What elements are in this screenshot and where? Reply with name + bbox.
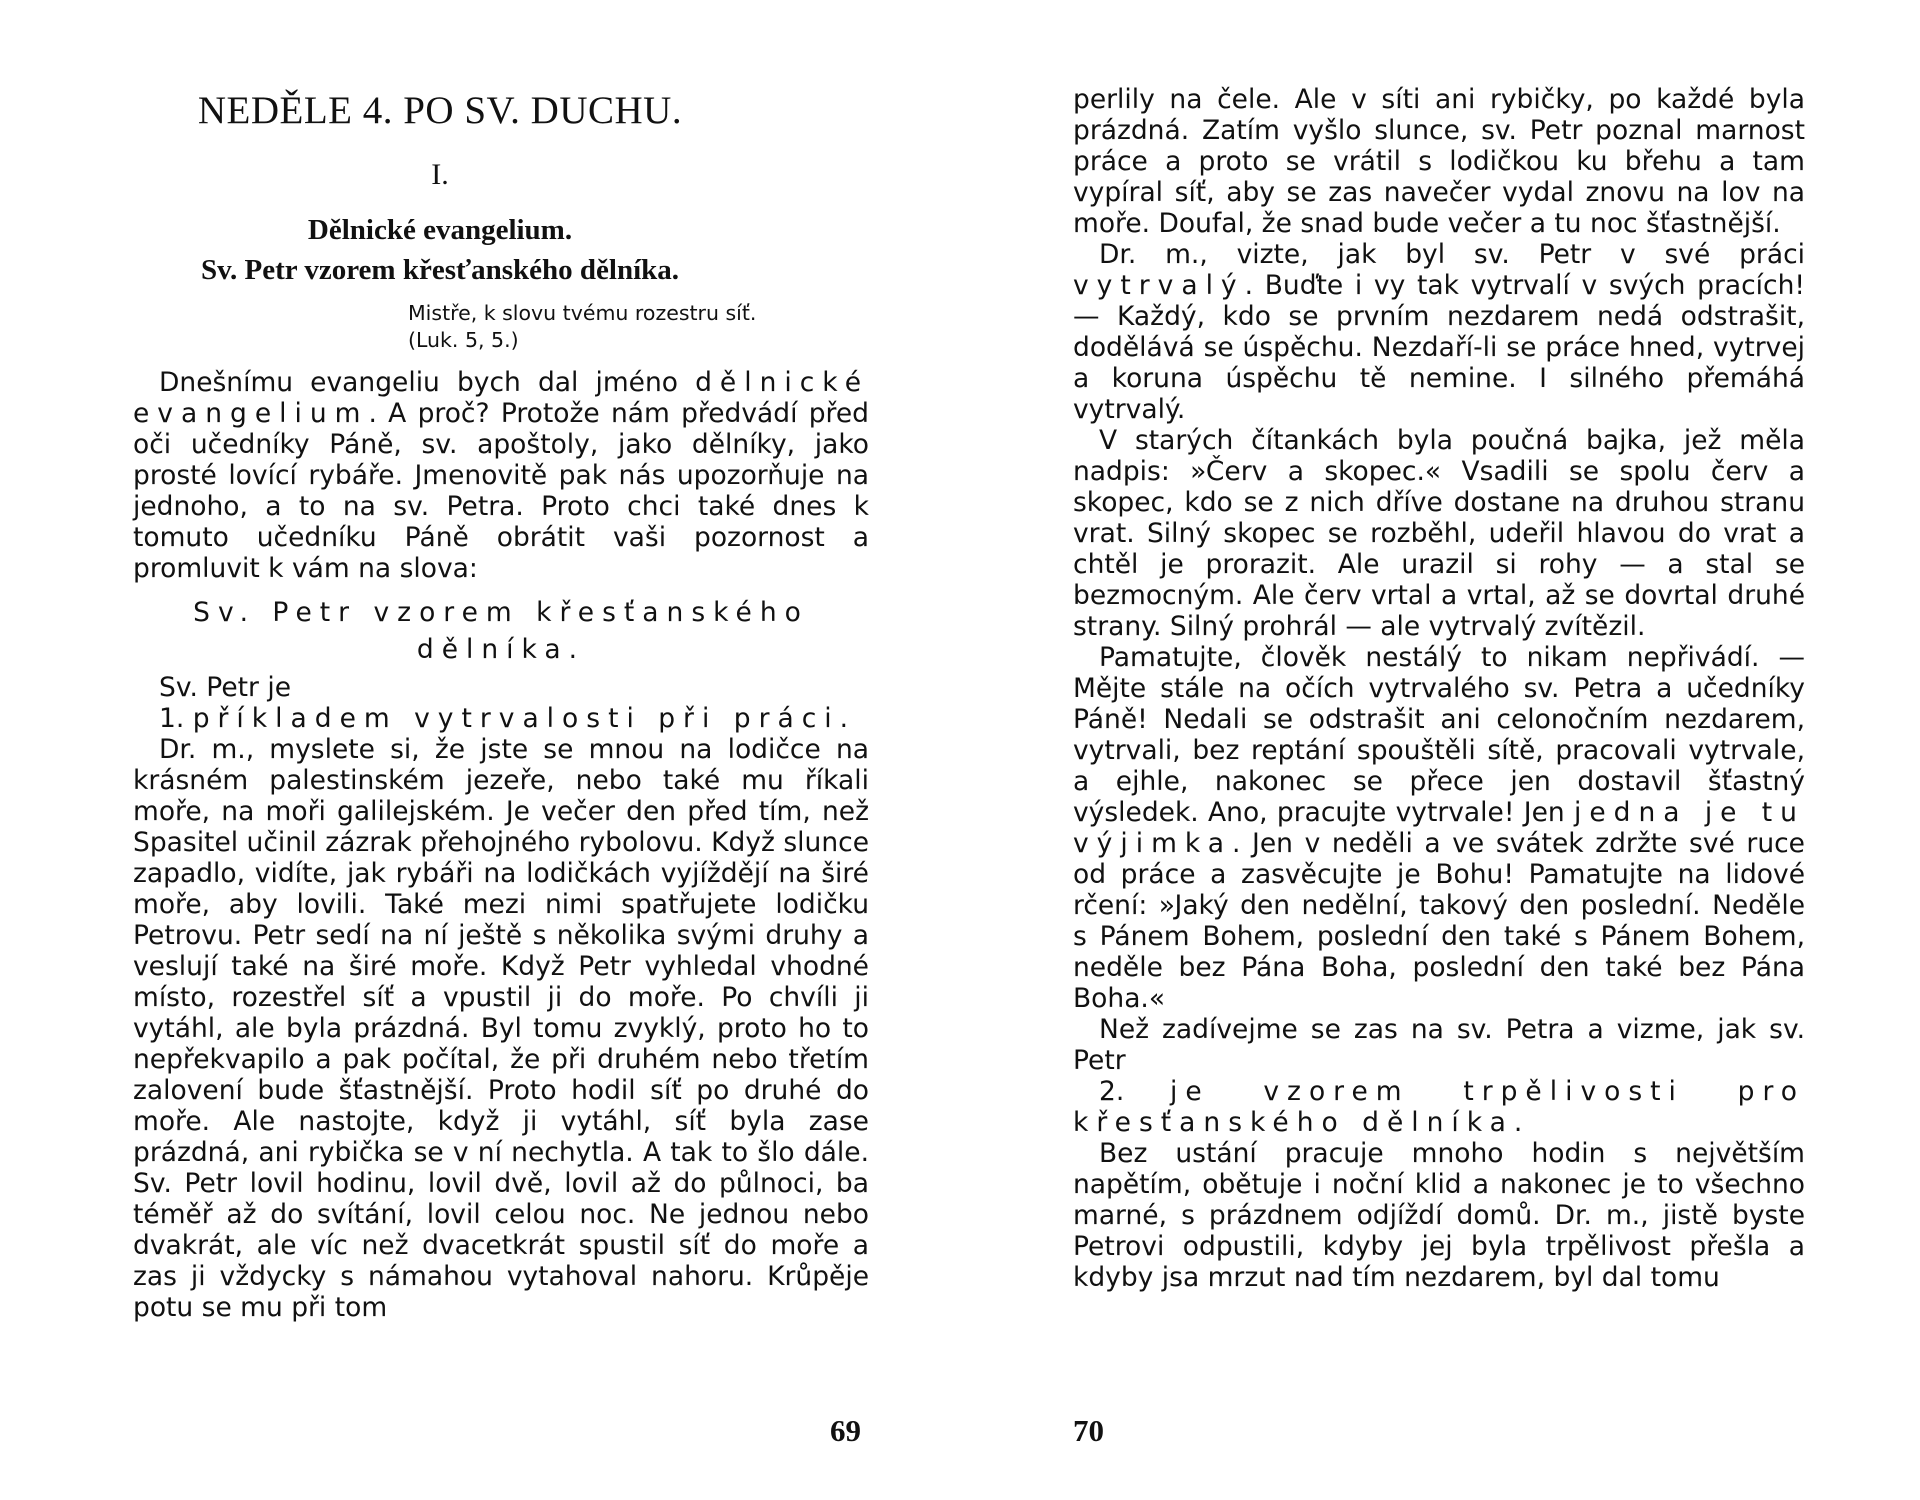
point-number: 1.: [159, 703, 193, 734]
paragraph: Bez ustání pracuje mnoho hodin s největším napětím, obětuje i noční klid a nakonec je to všechno marné, s prázdnem odjíždí domů. Dr. m., jistě byste Petrovi odpustili, kdyby jej byla trpělivost přešla a kdyby jsa mrzut nad tím nezdarem, byl dal tomu: [1073, 1138, 1805, 1293]
point-heading: [133, 703, 869, 734]
text-run: . Buďte i vy tak vytrvalí v svých pracích! — Každý, kdo se prvním nezdarem nedá odstrašit, dodělává se úspěchu. Nezdaří-li se práce hned, vytrvej a koruna úspěchu tě nemine. I silného přemáhá vytrvalý.: [1073, 270, 1805, 425]
page-number: 69: [830, 1413, 861, 1448]
subtitle-line-2: Sv. Petr vzorem křesťanského dělníka.: [200, 254, 680, 286]
text-run: Dnešnímu evangeliu bych dal jméno: [159, 367, 696, 398]
text-run: Dr. m., vizte, jak byl sv. Petr v své práci: [1099, 239, 1805, 270]
paragraph: Dr. m., myslete si, že jste se mnou na lodičce na krásném palestinském jezeře, nebo také mu říkali moře, na moři galilejském. Je večer den před tím, než Spasitel učinil zázrak přehojného rybolovu. Když slunce zapadlo, vidíte, jak rybáři na lodičkách vyjíždějí na širé moře, aby lovili. Také mezi nimi spatřujete lodičku Petrovu. Petr sedí na ní ještě s několika svými druhy a veslují také na širé moře. Když Petr vyhledal vhodné místo, rozestřel síť a vpustil ji do moře. Po chvíli ji vytáhl, ale byla prázdná. Byl tomu zvyklý, proto ho to nepřekvapilo a pak počítal, že při druhém nebo třetím zalovení bude šťastnější. Proto hodil síť po druhé do moře. Ale nastojte, když ji vytáhl, síť byla zase prázdná, ani rybička se v ní nechytla. A tak to šlo dále. Sv. Petr lovil hodinu, lovil dvě, lovil až do půlnoci, ba téměř až do svítání, lovil celou noc. Ne jednou nebo dvakrát, ale víc než dvacetkrát spustil síť do moře a zas ji vždycky s námahou vytahoval nahoru. Krůpěje potu se mu při tom: [133, 734, 869, 1323]
motto-reference: (Luk. 5, 5.): [408, 328, 519, 352]
right-page: [960, 0, 1920, 1500]
spaced-emphasis: příkladem vytrvalosti při práci.: [192, 703, 857, 734]
section-number: I.: [431, 158, 449, 191]
paragraph: Než zadívejme se zas na sv. Petra a vizme, jak sv. Petr: [1073, 1014, 1805, 1076]
text-run: . Jen v neděli a ve svátek zdržte své ruce od práce a zasvěcujte je Bohu! Pamatujte na lidové rčení: »Jaký den nedělní, takový den poslední. Neděle s Pánem Bohem, poslední den také s Pánem Bohem, neděle bez Pána Boha, poslední den také bez Pána Boha.«: [1073, 828, 1805, 1014]
spaced-emphasis: jedna je tu výjimka: [1073, 797, 1805, 859]
paragraph: [1073, 642, 1805, 1014]
sermon-theme: Sv. Petr vzorem křesťanského dělníka.: [193, 597, 809, 665]
paragraph: perlily na čele. Ale v síti ani rybičky, po každé byla prázdná. Zatím vyšlo slunce, sv. Petr poznal marnost práce a proto se vrátil s lodičkou ku břehu a tam vypíral síť, aby se zas navečer vydal znovu na lov na moře. Doufal, že snad bude večer a tu noc šťastnější.: [1073, 84, 1805, 239]
paragraph: [1073, 239, 1805, 425]
subtitle: [150, 210, 730, 290]
motto-quote: [408, 300, 868, 354]
point-heading: [1073, 1076, 1805, 1138]
paragraph: [133, 367, 869, 584]
body-text: [1073, 84, 1805, 1293]
paragraph: V starých čítankách byla poučná bajka, jež měla nadpis: »Červ a skopec.« Vsadili se spolu červ a skopec, kdo se z nich dříve dostane na druhou stranu vrat. Silný skopec se rozběhl, udeřil hlavou do vrat a chtěl je prorazit. Ale urazil si rohy — a stal se bezmocným. Ale červ vrtal a vrtal, až se dovrtal druhé strany. Silný prohrál — ale vytrvalý zvítězil.: [1073, 425, 1805, 642]
page-title: NEDĚLE 4. PO SV. DUCHU.: [197, 89, 683, 132]
page-number: 70: [1073, 1413, 1104, 1448]
body-text: [133, 367, 869, 1323]
subtitle-line-1: Dělnické evangelium.: [307, 214, 573, 246]
text-run: Pamatujte, člověk nestálý to nikam nepřivádí. — Mějte stále na očích vytrvalého sv. Petra a učedníky Páně! Nedali se odstrašit ani celonočním nezdarem, vytrvali, bez reptání spouštěli sítě, pracovali vytrvale, a ejhle, nakonec se přece jen dostavil šťastný výsledek. Ano, pracujte vytrvale! Jen: [1073, 642, 1805, 828]
paragraph: Sv. Petr je: [159, 672, 292, 703]
text-run: . A proč? Protože nám předvádí před oči učedníky Páně, sv. apoštoly, jako dělníky, jako prosté lovící rybáře. Jmenovitě pak nás upozorňuje na jednoho, a to na sv. Petra. Proto chci také dnes k tomuto učedníku Páně obrátit vaši pozornost a promluvit k vám na slova:: [133, 398, 869, 584]
spaced-emphasis: dělnické evangelium: [133, 367, 869, 429]
point-number: 2.: [1099, 1076, 1170, 1107]
spaced-emphasis: je vzorem trpělivosti pro křesťanského dělníka.: [1073, 1076, 1805, 1138]
spaced-emphasis: vytrvalý: [1073, 270, 1245, 301]
motto-text: Mistře, k slovu tvému rozestru síť.: [408, 301, 757, 325]
